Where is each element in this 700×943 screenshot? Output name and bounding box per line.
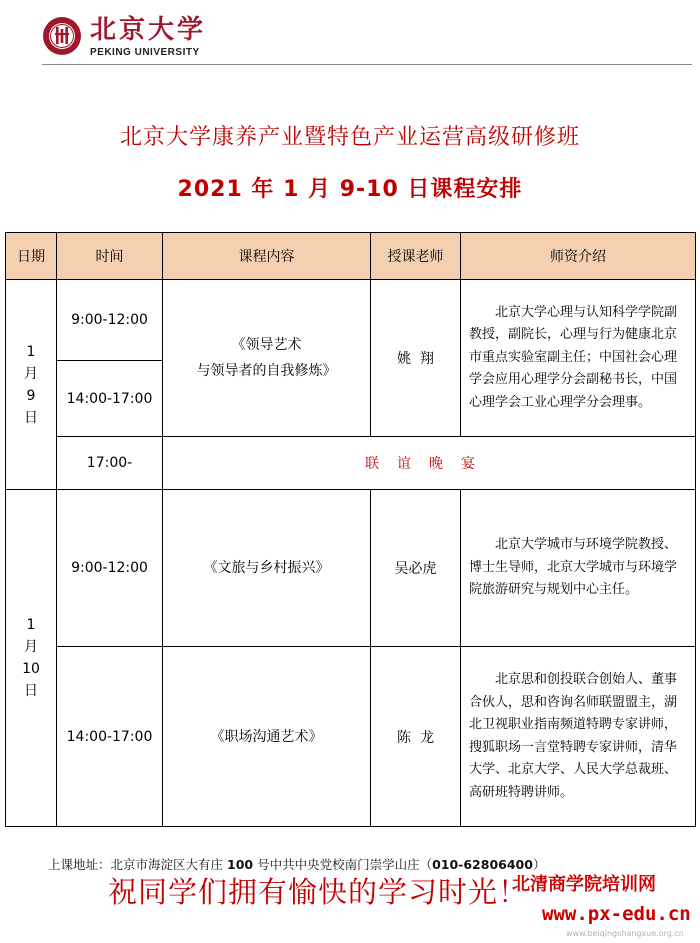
day2-morning-bio: 北京大学城市与环境学院教授、博士生导师，北京大学城市与环境学院旅游研究与规划中心主任。 <box>461 490 696 647</box>
day2-morning-time: 9:00-12:00 <box>57 490 163 647</box>
header <box>42 10 206 62</box>
closing-wish: 祝同学们拥有愉快的学习时光！ <box>108 875 529 909</box>
table-header-row <box>6 233 696 280</box>
header-time: 时间 <box>57 233 163 280</box>
schedule-table <box>5 232 696 827</box>
day2-afternoon-bio: 北京思和创投联合创始人、董事合伙人，思和咨询名师联盟盟主，湖北卫视职业指南频道特聘专家讲师，搜狐职场一言堂特聘专家讲师，清华大学、北京大学、人民大学总裁班、高研班特聘讲师。 <box>461 647 696 827</box>
day2-morning-course: 《文旅与乡村振兴》 <box>163 490 371 647</box>
watermark-url: www.px-edu.cn <box>542 903 691 925</box>
day1-morning-time: 9:00-12:00 <box>57 280 163 361</box>
day2-morning-teacher: 吴必虎 <box>371 490 461 647</box>
header-teacher: 授课老师 <box>371 233 461 280</box>
watermark-site-name: 北清商学院培训网 <box>512 874 656 895</box>
header-date: 日期 <box>6 233 57 280</box>
watermark-small-url: www.beiqingshangxue.org.cn <box>566 929 684 938</box>
day2-afternoon-time: 14:00-17:00 <box>57 647 163 827</box>
day1-evening-event: 联谊晚宴 <box>163 437 696 490</box>
table-row <box>6 437 696 490</box>
class-address: 上课地址：北京市海淀区大有庄 100 号中共中央党校南门崇学山庄（010-62806400） <box>48 857 546 872</box>
header-divider <box>42 64 692 65</box>
program-title: 北京大学康养产业暨特色产业运营高级研修班 <box>119 125 580 150</box>
day1-evening-time: 17:00- <box>57 437 163 490</box>
logo-chinese-name: 北京大学 <box>90 14 207 45</box>
day1-bio: 北京大学心理与认知科学学院副教授，副院长，心理与行为健康北京市重点实验室副主任；中国社会心理学会应用心理学分会副秘书长，中国心理学会工业心理学分会理事。 <box>461 280 696 437</box>
table-row <box>6 647 696 827</box>
table-row <box>6 280 696 361</box>
day1-course: 《领导艺术 与领导者的自我修炼》 <box>163 280 371 437</box>
logo-english-name: PEKING UNIVERSITY <box>90 46 200 58</box>
day2-afternoon-course: 《职场沟通艺术》 <box>163 647 371 827</box>
table-row <box>6 490 696 647</box>
schedule-date-title: 2021 年 1 月 9-10 日课程安排 <box>177 177 523 202</box>
day1-afternoon-time: 14:00-17:00 <box>57 361 163 437</box>
day1-teacher: 姚 翔 <box>371 280 461 437</box>
header-course: 课程内容 <box>163 233 371 280</box>
day2-afternoon-teacher: 陈 龙 <box>371 647 461 827</box>
day2-date: 1 月 10 日 <box>6 490 57 827</box>
day1-date: 1 月 9 日 <box>6 280 57 490</box>
header-bio: 师资介绍 <box>461 233 696 280</box>
logo-text <box>90 15 206 58</box>
university-seal-icon <box>42 16 82 56</box>
